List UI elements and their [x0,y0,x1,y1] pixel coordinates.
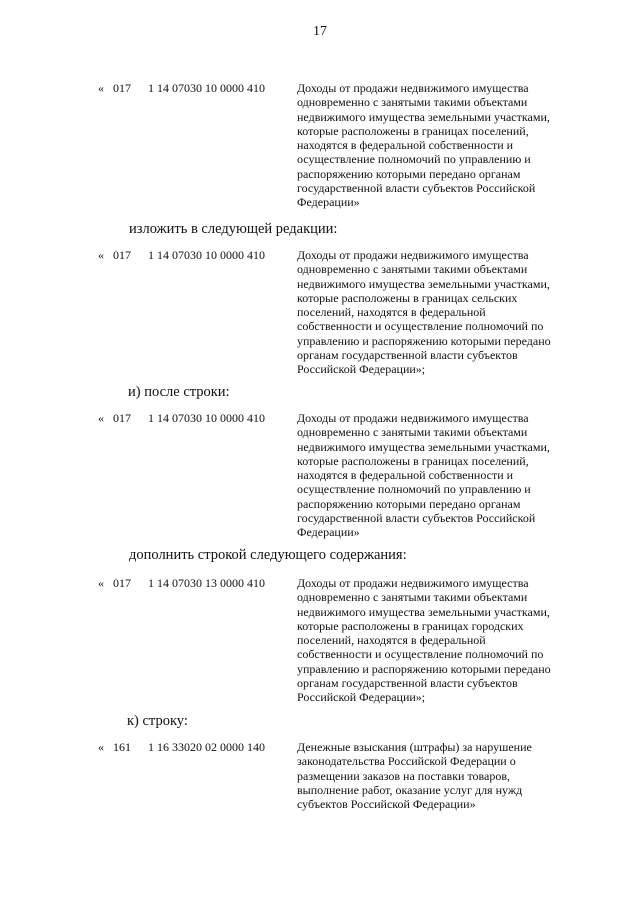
description-line: выполнение работ, оказание услуг для нужд [297,782,523,797]
description-line: Доходы от продажи недвижимого имущества [297,576,529,590]
description-line: собственности и осуществление полномочий по [297,647,544,662]
description-line: Федерации» [297,195,360,210]
description-line: органам государственной власти субъектов [297,348,518,363]
description-line: собственности и осуществление полномочий по [297,319,544,334]
admin-code: 017 [113,248,131,262]
amendment-instruction: дополнить строкой следующего содержания: [129,547,407,563]
description-line: Российской Федерации»; [297,362,426,377]
income-description [297,576,582,705]
description-line: Доходы от продажи недвижимого имущества [297,81,529,95]
income-description [297,411,582,540]
description-line: государственной власти субъектов Российской [297,511,536,526]
opening-quote: « [98,576,104,590]
page-number: 17 [313,24,327,39]
income-description [297,81,582,210]
admin-code: 017 [113,81,131,95]
description-line: одновременно с занятыми такими объектами [297,425,528,440]
description-line: органам государственной власти субъектов [297,676,518,691]
income-description [297,740,582,811]
description-line: размещении заказов на поставки товаров, [297,768,511,783]
opening-quote: « [98,81,104,95]
description-line: осуществление полномочий по управлению и [297,482,531,497]
description-line: Российской Федерации»; [297,690,426,705]
amendment-instruction: к) строку: [127,713,188,729]
description-line: которые расположены в границах городских [297,618,524,633]
income-description [297,248,582,377]
description-line: недвижимого имущества земельными участками, [297,439,550,454]
description-line: одновременно с занятыми такими объектами [297,590,528,605]
budget-classification-code: 1 16 33020 02 0000 140 [148,740,265,754]
description-line: Доходы от продажи недвижимого имущества [297,411,529,425]
description-line: субъектов Российской Федерации» [297,797,476,812]
description-line: управлению и распоряжению которыми передано [297,333,551,348]
description-line: находятся в федеральной собственности и [297,468,514,483]
admin-code: 161 [113,740,131,754]
budget-classification-code: 1 14 07030 13 0000 410 [148,576,265,590]
budget-classification-code: 1 14 07030 10 0000 410 [148,411,265,425]
description-line: управлению и распоряжению которыми передано [297,661,551,676]
description-line: осуществление полномочий по управлению и [297,152,531,167]
description-line: Доходы от продажи недвижимого имущества [297,248,529,262]
amendment-instruction: и) после строки: [128,384,230,400]
description-line: Денежные взыскания (штрафы) за нарушение [297,740,532,754]
description-line: недвижимого имущества земельными участками, [297,604,550,619]
budget-classification-code: 1 14 07030 10 0000 410 [148,81,265,95]
admin-code: 017 [113,411,131,425]
description-line: недвижимого имущества земельными участками, [297,109,550,124]
description-line: одновременно с занятыми такими объектами [297,262,528,277]
description-line: государственной власти субъектов Российской [297,181,536,196]
description-line: недвижимого имущества земельными участками, [297,276,550,291]
opening-quote: « [98,411,104,425]
description-line: Федерации» [297,525,360,540]
description-line: которые расположены в границах сельских [297,290,518,305]
description-line: распоряжению которыми передано органам [297,496,521,511]
description-line: законодательства Российской Федерации о [297,754,516,769]
description-line: которые расположены в границах поселений, [297,453,529,468]
opening-quote: « [98,740,104,754]
description-line: которые расположены в границах поселений, [297,123,529,138]
amendment-instruction: изложить в следующей редакции: [129,221,338,237]
description-line: находятся в федеральной собственности и [297,138,514,153]
description-line: одновременно с занятыми такими объектами [297,95,528,110]
description-line: поселений, находятся в федеральной [297,633,486,648]
budget-classification-code: 1 14 07030 10 0000 410 [148,248,265,262]
admin-code: 017 [113,576,131,590]
description-line: поселений, находятся в федеральной [297,305,486,320]
description-line: распоряжению которыми передано органам [297,166,521,181]
opening-quote: « [98,248,104,262]
